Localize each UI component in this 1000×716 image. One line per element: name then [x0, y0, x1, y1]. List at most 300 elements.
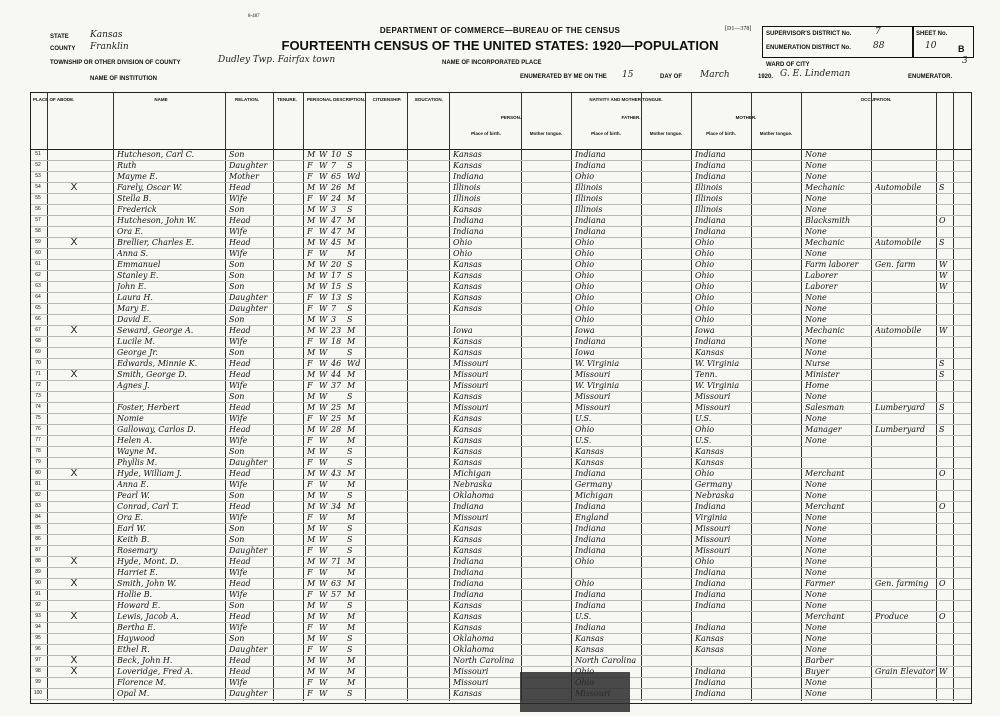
marital-cell: S	[347, 315, 353, 324]
line-number: 57	[35, 217, 41, 223]
name-cell: Smith, George D.	[117, 370, 187, 379]
sex-cell: M	[307, 370, 316, 379]
birthplace-cell: Kansas	[453, 612, 482, 621]
relation-cell: Head	[229, 238, 251, 247]
age-cell: 20	[331, 260, 342, 269]
line-number: 94	[35, 624, 41, 630]
industry-cell	[875, 391, 935, 402]
name-cell: Howard E.	[117, 601, 161, 610]
marital-cell: S	[347, 524, 353, 533]
farm-mark	[67, 523, 81, 534]
marital-cell: S	[347, 161, 353, 170]
father-birthplace-cell: Indiana	[575, 502, 606, 511]
sex-cell: F	[307, 172, 313, 181]
farm-mark	[67, 490, 81, 501]
mother-birthplace-cell: Indiana	[695, 502, 726, 511]
name-cell: Ora E.	[117, 227, 144, 236]
mother-birthplace-cell: Missouri	[695, 535, 731, 544]
occupation-cell: None	[805, 194, 827, 203]
line-number: 61	[35, 261, 41, 267]
father-birthplace-cell: Ohio	[575, 315, 595, 324]
marital-cell: M	[347, 183, 356, 192]
name-cell: Hutcheson, Carl C.	[117, 150, 195, 159]
line-number: 93	[35, 613, 41, 619]
line-number: 95	[35, 635, 41, 641]
father-birthplace-cell: Indiana	[575, 524, 606, 533]
name-cell: Agnes J.	[117, 381, 150, 390]
age-cell: 45	[331, 238, 342, 247]
marital-cell: M	[347, 436, 356, 445]
class-cell	[939, 677, 953, 688]
name-cell: George Jr.	[117, 348, 158, 357]
sex-cell: M	[307, 667, 316, 676]
age-cell: 71	[331, 557, 342, 566]
father-birthplace-cell: Illinois	[575, 183, 603, 192]
farm-mark	[67, 193, 81, 204]
col-person-tongue: Mother tongue.	[529, 131, 563, 136]
sex-cell: F	[307, 304, 313, 313]
class-cell	[939, 226, 953, 237]
birthplace-cell: Illinois	[453, 183, 481, 192]
race-cell: W	[319, 469, 328, 478]
enumerated-label: ENUMERATED BY ME ON THE	[520, 74, 607, 80]
father-birthplace-cell: Missouri	[575, 392, 611, 401]
class-cell	[939, 622, 953, 633]
industry-cell: Automobile	[875, 238, 922, 247]
name-cell: Ora E.	[117, 513, 144, 522]
line-number: 91	[35, 591, 41, 597]
birthplace-cell: Oklahoma	[453, 645, 495, 654]
industry-cell	[875, 358, 935, 369]
name-cell: David E.	[117, 315, 152, 324]
age-cell	[331, 347, 345, 358]
marital-cell: M	[347, 414, 356, 423]
occupation-cell: None	[805, 414, 827, 423]
industry-cell	[875, 171, 935, 182]
relation-cell: Son	[229, 491, 245, 500]
class-cell	[939, 688, 953, 699]
marital-cell: Wd	[347, 359, 361, 368]
age-cell	[331, 479, 345, 490]
industry-cell	[875, 545, 935, 556]
age-cell	[331, 567, 345, 578]
race-cell: W	[319, 161, 328, 170]
line-number: 67	[35, 327, 41, 333]
occupation-cell: None	[805, 205, 827, 214]
sex-cell: M	[307, 282, 316, 291]
occupation-cell: None	[805, 172, 827, 181]
birthplace-cell: Kansas	[453, 436, 482, 445]
name-cell: Loveridge, Fred A.	[117, 667, 193, 676]
age-cell: 25	[331, 403, 342, 412]
relation-cell: Wife	[229, 337, 248, 346]
class-cell	[939, 149, 953, 160]
line-number: 51	[35, 151, 41, 157]
race-cell: W	[319, 194, 328, 203]
race-cell: W	[319, 337, 328, 346]
age-cell	[331, 490, 345, 501]
state-label: STATE	[50, 34, 69, 40]
marital-cell: M	[347, 678, 356, 687]
birthplace-cell: Missouri	[453, 370, 489, 379]
township-label: TOWNSHIP OR OTHER DIVISION OF COUNTY	[50, 60, 181, 66]
line-number: 82	[35, 492, 41, 498]
relation-cell: Daughter	[229, 645, 268, 654]
name-cell: Smith, John W.	[117, 579, 177, 588]
mother-birthplace-cell: Ohio	[695, 304, 715, 313]
race-cell: W	[319, 359, 328, 368]
township-value: Dudley Twp. Fairfax town	[218, 55, 336, 65]
sex-cell: M	[307, 491, 316, 500]
class-cell	[939, 655, 953, 666]
industry-cell	[875, 600, 935, 611]
line-number: 64	[35, 294, 41, 300]
enumerated-month: March	[700, 70, 730, 80]
year-label: 1920.	[758, 74, 774, 80]
line-number: 63	[35, 283, 41, 289]
sex-cell: M	[307, 524, 316, 533]
table-header	[31, 93, 971, 150]
name-cell: Harriet E.	[117, 568, 158, 577]
mother-birthplace-cell: Indiana	[695, 623, 726, 632]
race-cell: W	[319, 425, 328, 434]
farm-mark: X	[70, 556, 78, 567]
marital-cell: S	[347, 491, 353, 500]
class-cell	[939, 523, 953, 534]
occupation-cell: Blacksmith	[805, 216, 851, 225]
col-person-birth: Place of birth.	[471, 131, 501, 136]
birthplace-cell: Iowa	[453, 326, 473, 335]
farm-mark	[67, 281, 81, 292]
industry-cell	[875, 457, 935, 468]
industry-cell	[875, 347, 935, 358]
relation-cell: Wife	[229, 414, 248, 423]
sex-cell: F	[307, 337, 313, 346]
col-father: FATHER.	[621, 115, 641, 120]
relation-cell: Wife	[229, 623, 248, 632]
occupation-cell: None	[805, 293, 827, 302]
name-cell: Seward, George A.	[117, 326, 194, 335]
race-cell: W	[319, 315, 328, 324]
farm-mark	[67, 160, 81, 171]
age-cell: 28	[331, 425, 342, 434]
occupation-cell: Laborer	[805, 271, 838, 280]
department-heading: DEPARTMENT OF COMMERCE—BUREAU OF THE CENSUS	[379, 26, 621, 35]
industry-cell	[875, 567, 935, 578]
relation-cell: Head	[229, 216, 251, 225]
name-cell: Anna S.	[117, 249, 149, 258]
birthplace-cell: Kansas	[453, 293, 482, 302]
father-birthplace-cell: Ohio	[575, 425, 595, 434]
marital-cell: M	[347, 425, 356, 434]
line-number: 52	[35, 162, 41, 168]
birthplace-cell: Missouri	[453, 667, 489, 676]
industry-cell	[875, 655, 935, 666]
industry-cell	[875, 270, 935, 281]
industry-cell	[875, 512, 935, 523]
age-cell	[331, 391, 345, 402]
class-cell: O	[939, 612, 946, 621]
name-cell: Conrad, Carl T.	[117, 502, 179, 511]
industry-cell	[875, 622, 935, 633]
sex-cell: F	[307, 414, 313, 423]
marital-cell: M	[347, 590, 356, 599]
class-cell: S	[939, 403, 945, 412]
age-cell: 3	[331, 205, 337, 214]
father-birthplace-cell: Kansas	[575, 645, 604, 654]
sex-cell: M	[307, 348, 316, 357]
line-number: 83	[35, 503, 41, 509]
line-number: 54	[35, 184, 41, 190]
industry-cell	[875, 149, 935, 160]
line-number: 59	[35, 239, 41, 245]
marital-cell: S	[347, 689, 353, 698]
line-number: 58	[35, 228, 41, 234]
race-cell: W	[319, 458, 328, 467]
name-cell	[117, 391, 223, 402]
age-cell: 23	[331, 326, 342, 335]
race-cell: W	[319, 326, 328, 335]
marital-cell: M	[347, 326, 356, 335]
race-cell: W	[319, 370, 328, 379]
farm-mark: X	[70, 578, 78, 589]
relation-cell: Son	[229, 150, 245, 159]
farm-mark	[67, 633, 81, 644]
line-number: 79	[35, 459, 41, 465]
farm-mark	[67, 402, 81, 413]
industry-cell	[875, 369, 935, 380]
race-cell: W	[319, 381, 328, 390]
industry-cell: Gen. farming	[875, 579, 929, 588]
age-cell: 15	[331, 282, 342, 291]
mother-birthplace-cell: Indiana	[695, 590, 726, 599]
father-birthplace-cell: Kansas	[575, 634, 604, 643]
birthplace-cell: Ohio	[453, 238, 473, 247]
race-cell: W	[319, 183, 328, 192]
occupation-cell: Barber	[805, 656, 834, 665]
race-cell: W	[319, 568, 328, 577]
class-cell	[939, 380, 953, 391]
line-number: 76	[35, 426, 41, 432]
age-cell: 7	[331, 161, 337, 170]
sex-cell: F	[307, 678, 313, 687]
name-cell: Edwards, Minnie K.	[117, 359, 198, 368]
race-cell: W	[319, 579, 328, 588]
mother-birthplace-cell: Ohio	[695, 238, 715, 247]
line-number: 69	[35, 349, 41, 355]
relation-cell: Head	[229, 502, 251, 511]
name-cell: Lucile M.	[117, 337, 156, 346]
birthplace-cell: Indiana	[453, 227, 484, 236]
occupation-cell: Mechanic	[805, 183, 845, 192]
relation-cell: Wife	[229, 436, 248, 445]
marital-cell: M	[347, 623, 356, 632]
occupation-cell: Salesman	[805, 403, 845, 412]
occupation-cell: None	[805, 249, 827, 258]
sex-cell: F	[307, 436, 313, 445]
page-title: FOURTEENTH CENSUS OF THE UNITED STATES: 1920—POPULATION	[281, 38, 719, 53]
name-cell: Helen A.	[117, 436, 153, 445]
line-number: 78	[35, 448, 41, 454]
mother-birthplace-cell: Missouri	[695, 546, 731, 555]
father-birthplace-cell: Ohio	[575, 271, 595, 280]
birthplace-cell: Missouri	[453, 359, 489, 368]
class-cell: S	[939, 238, 945, 247]
father-birthplace-cell: Ohio	[575, 260, 595, 269]
sex-cell: M	[307, 260, 316, 269]
race-cell: W	[319, 689, 328, 698]
race-cell: W	[319, 216, 328, 225]
class-cell	[939, 204, 953, 215]
age-cell: 44	[331, 370, 342, 379]
farm-mark	[67, 677, 81, 688]
marital-cell: S	[347, 634, 353, 643]
marital-cell: M	[347, 612, 356, 621]
mother-birthplace-cell: Ohio	[695, 315, 715, 324]
line-number: 80	[35, 470, 41, 476]
relation-cell: Head	[229, 667, 251, 676]
mother-birthplace-cell: Indiana	[695, 568, 726, 577]
father-birthplace-cell: Ohio	[575, 579, 595, 588]
age-cell: 63	[331, 579, 342, 588]
sex-cell: M	[307, 502, 316, 511]
class-cell	[939, 545, 953, 556]
industry-cell	[875, 336, 935, 347]
age-cell	[331, 446, 345, 457]
father-birthplace-cell: Ohio	[575, 238, 595, 247]
race-cell: W	[319, 403, 328, 412]
sex-cell: M	[307, 403, 316, 412]
birthplace-cell: Indiana	[453, 568, 484, 577]
birthplace-cell	[453, 314, 521, 325]
line-number: 87	[35, 547, 41, 553]
birthplace-cell: Kansas	[453, 689, 482, 698]
farm-mark	[67, 391, 81, 402]
name-cell: Wayne M.	[117, 447, 157, 456]
marital-cell: M	[347, 381, 356, 390]
marital-cell: Wd	[347, 172, 361, 181]
class-cell: O	[939, 469, 946, 478]
industry-cell	[875, 204, 935, 215]
occupation-cell: Mechanic	[805, 326, 845, 335]
father-birthplace-cell: Indiana	[575, 601, 606, 610]
mother-birthplace-cell: Indiana	[695, 678, 726, 687]
age-cell: 47	[331, 227, 342, 236]
col-mother: MOTHER.	[735, 115, 757, 120]
industry-cell	[875, 215, 935, 226]
relation-cell: Head	[229, 370, 251, 379]
occupation-cell: None	[805, 546, 827, 555]
birthplace-cell: North Carolina	[453, 656, 515, 665]
father-birthplace-cell	[575, 567, 641, 578]
class-cell: S	[939, 370, 945, 379]
age-cell: 17	[331, 271, 342, 280]
farm-mark	[67, 270, 81, 281]
col-person: PERSON.	[500, 115, 522, 120]
father-birthplace-cell: Indiana	[575, 590, 606, 599]
occupation-cell	[805, 446, 871, 457]
occupation-cell: None	[805, 535, 827, 544]
industry-cell	[875, 468, 935, 479]
occupation-cell: None	[805, 480, 827, 489]
relation-cell: Wife	[229, 249, 248, 258]
name-cell: Brellier, Charles E.	[117, 238, 195, 247]
age-cell	[331, 622, 345, 633]
occupation-cell: None	[805, 337, 827, 346]
incorporated-place-label: NAME OF INCORPORATED PLACE	[442, 60, 542, 66]
class-cell: O	[939, 216, 946, 225]
age-cell: 57	[331, 590, 342, 599]
relation-cell: Daughter	[229, 689, 268, 698]
line-number: 70	[35, 360, 41, 366]
occupation-cell: Merchant	[805, 469, 845, 478]
race-cell: W	[319, 436, 328, 445]
name-cell: Earl W.	[117, 524, 146, 533]
father-birthplace-cell: Iowa	[575, 348, 595, 357]
relation-cell: Daughter	[229, 304, 268, 313]
birthplace-cell: Indiana	[453, 502, 484, 511]
name-cell: Stella B.	[117, 194, 152, 203]
mother-birthplace-cell: Illinois	[695, 205, 723, 214]
class-cell: W	[939, 282, 948, 291]
farm-mark: X	[70, 666, 78, 677]
class-cell: W	[939, 260, 948, 269]
father-birthplace-cell: U.S.	[575, 436, 592, 445]
name-cell: Mayme E.	[117, 172, 158, 181]
occupation-cell: None	[805, 645, 827, 654]
father-birthplace-cell: England	[575, 513, 609, 522]
mother-birthplace-cell: Iowa	[695, 326, 715, 335]
age-cell	[331, 677, 345, 688]
father-birthplace-cell: Ohio	[575, 282, 595, 291]
industry-cell	[875, 314, 935, 325]
age-cell: 46	[331, 359, 342, 368]
father-birthplace-cell: Ohio	[575, 293, 595, 302]
birthplace-cell: Kansas	[453, 535, 482, 544]
birthplace-cell: Kansas	[453, 282, 482, 291]
relation-cell: Head	[229, 425, 251, 434]
sex-cell: F	[307, 249, 313, 258]
marital-cell: M	[347, 194, 356, 203]
race-cell: W	[319, 249, 328, 258]
col-nativity: NATIVITY AND MOTHER TONGUE.	[589, 97, 663, 102]
sex-cell: F	[307, 161, 313, 170]
birthplace-cell: Kansas	[453, 623, 482, 632]
industry-cell: Produce	[875, 612, 909, 621]
father-birthplace-cell: Iowa	[575, 326, 595, 335]
father-birthplace-cell: Indiana	[575, 216, 606, 225]
relation-cell: Son	[229, 271, 245, 280]
age-cell: 3	[331, 315, 337, 324]
class-cell: W	[939, 271, 948, 280]
sex-cell: F	[307, 194, 313, 203]
industry-cell	[875, 556, 935, 567]
relation-cell: Son	[229, 260, 245, 269]
occupation-cell: None	[805, 557, 827, 566]
birthplace-cell: Illinois	[453, 194, 481, 203]
name-cell: Nomie	[117, 414, 144, 423]
farm-mark	[67, 171, 81, 182]
farm-mark	[67, 314, 81, 325]
occupation-cell: Merchant	[805, 612, 845, 621]
mother-birthplace-cell: Kansas	[695, 447, 724, 456]
relation-cell: Head	[229, 403, 251, 412]
county-value: Franklin	[90, 42, 129, 52]
race-cell: W	[319, 601, 328, 610]
farm-mark: X	[70, 655, 78, 666]
occupation-cell	[805, 457, 871, 468]
page-number: 3	[962, 56, 968, 66]
